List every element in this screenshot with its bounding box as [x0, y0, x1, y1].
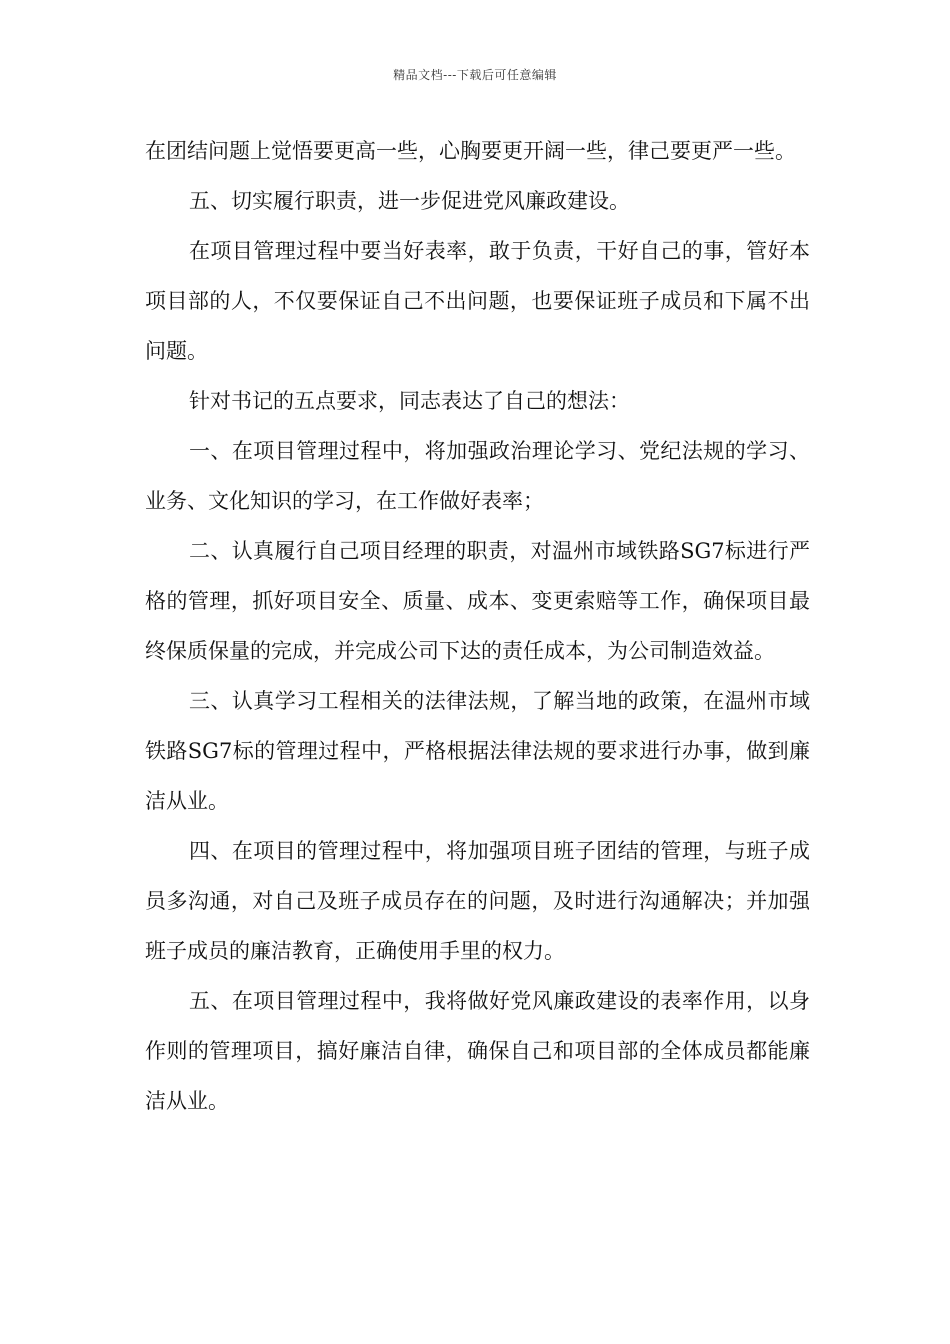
paragraph-1: 在团结问题上觉悟要更高一些，心胸要更开阔一些，律己要更严一些。 — [145, 139, 796, 163]
paragraph-5: 一、在项目管理过程中，将加强政治理论学习、党纪法规的学习、业务、文化知识的学习，在工作做好表率； — [145, 439, 810, 513]
paragraph-4: 针对书记的五点要求，同志表达了自己的想法： — [189, 389, 630, 413]
paragraph-9: 五、在项目管理过程中，我将做好党风廉政建设的表率作用，以身作则的管理项目，搞好廉洁自律，确保自己和项目部的全体成员都能廉洁从业。 — [145, 989, 810, 1113]
paragraph-8: 四、在项目的管理过程中，将加强项目班子团结的管理，与班子成员多沟通，对自己及班子成员存在的问题，及时进行沟通解决；并加强班子成员的廉洁教育，正确使用手里的权力。 — [145, 839, 810, 963]
document-body — [145, 126, 810, 1126]
paragraph-3: 在项目管理过程中要当好表率，敢于负责，干好自己的事，管好本项目部的人，不仅要保证自己不出问题，也要保证班子成员和下属不出问题。 — [145, 239, 810, 363]
paragraph-2: 五、切实履行职责，进一步促进党风廉政建设。 — [189, 189, 630, 213]
paragraph-7: 三、认真学习工程相关的法律法规，了解当地的政策，在温州市域铁路SG7标的管理过程中，严格根据法律法规的要求进行办事，做到廉洁从业。 — [145, 689, 810, 813]
paragraph-6: 二、认真履行自己项目经理的职责，对温州市域铁路SG7标进行严格的管理，抓好项目安全、质量、成本、变更索赔等工作，确保项目最终保质保量的完成，并完成公司下达的责任成本，为公司制造效益。 — [145, 539, 810, 663]
page-header: 精品文档---下载后可任意编辑 — [393, 68, 557, 82]
